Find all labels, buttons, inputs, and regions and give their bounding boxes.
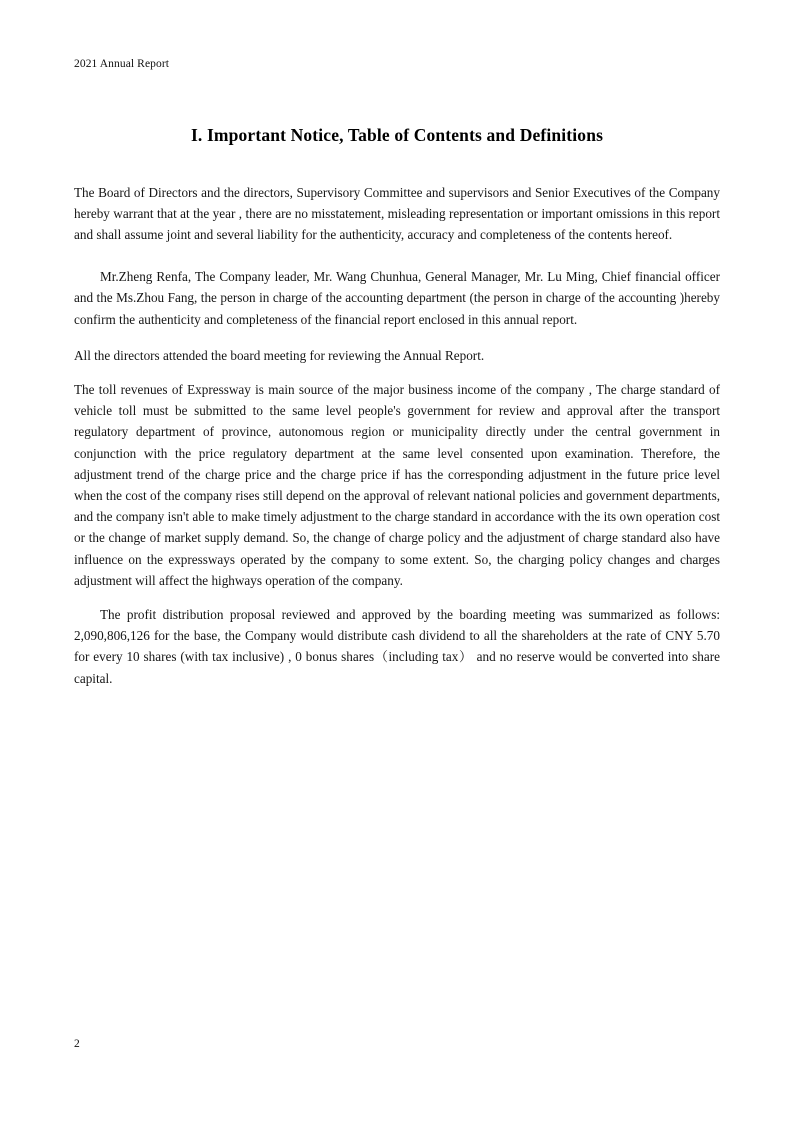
document-body — [74, 124, 720, 689]
paragraph-board-attendance: All the directors attended the board meeting for reviewing the Annual Report. — [74, 347, 485, 363]
page-title: I. Important Notice, Table of Contents and Definitions — [190, 125, 604, 145]
paragraph-warranty: The Board of Directors and the directors, Supervisory Committee and supervisors and Senior Executives of the Company hereby warrant that at the year , there are no misstatement, misleading representation or important omissions in this report and shall assume joint and several liability for the authenticity, accuracy and completeness of the contents hereof. — [74, 184, 720, 243]
paragraph-profit-distribution: The profit distribution proposal reviewed and approved by the boarding meeting was summarized as follows: 2,090,806,126 for the base, the Company would distribute cash dividend to all the shareholders at the rate of CNY 5.70 for every 10 shares (with tax inclusive) , 0 bonus shares（including tax） and no reserve would be converted into share capital. — [74, 607, 720, 686]
paragraph-officers-confirmation: Mr.Zheng Renfa, The Company leader, Mr. Wang Chunhua, General Manager, Mr. Lu Ming, Chief financial officer and the Ms.Zhou Fang, the person in charge of the accounting department (the person in charge of the accounting )hereby confirm the authenticity and completeness of the financial report enclosed in this annual report. — [74, 269, 720, 327]
page-number: 2 — [74, 1038, 80, 1050]
running-header: 2021 Annual Report — [74, 58, 170, 70]
paragraph-toll-policy: The toll revenues of Expressway is main source of the major business income of the company , The charge standard of vehicle toll must be submitted to the same level people's government for review and approval after the transport regulatory department of province, autonomous region or municipality directly under the central government in conjunction with the price regulatory department at the same level consented upon examination. Therefore, the adjustment trend of the charge price and the charge price if has the corresponding adjustment in the future price level when the cost of the company rises still depend on the approval of relevant national policies and government departments, and the company isn't able to make timely adjustment to the charge standard in accordance with the its own operation cost or the change of market supply demand. So, the change of charge policy and the adjustment of charge standard also have influence on the expressways operated by the company to some extent. So, the charging policy changes and charges adjustment will affect the highways operation of the company. — [74, 382, 720, 588]
